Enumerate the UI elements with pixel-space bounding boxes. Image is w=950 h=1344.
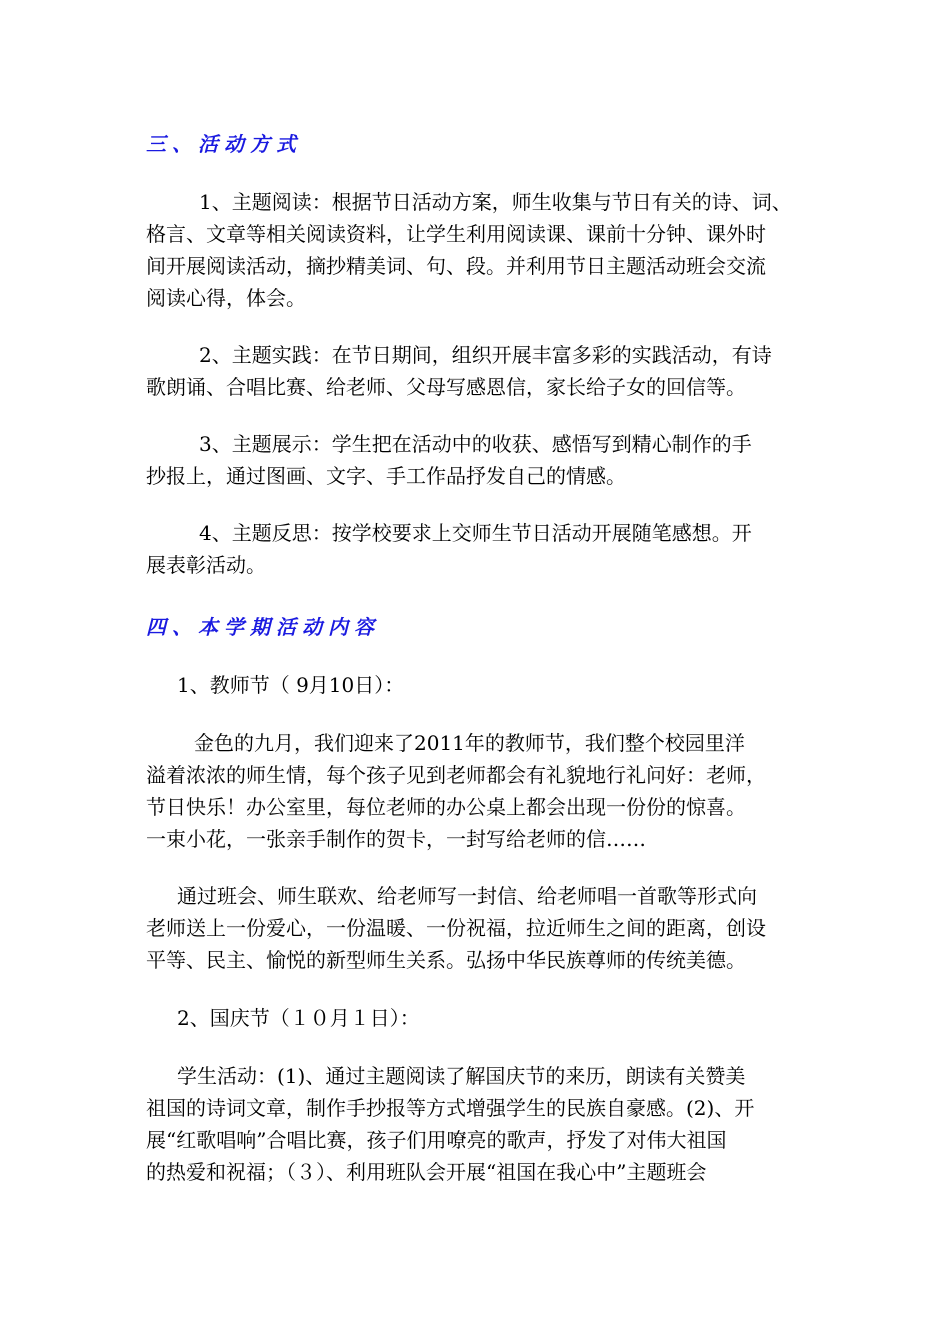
text-line: 3、主题展示：学生把在活动中的收获、感悟写到精心制作的手 xyxy=(199,432,752,456)
text-line: 老师送上一份爱心，一份温暖、一份祝福，拉近师生之间的距离，创设 xyxy=(146,916,766,940)
text-line: 溢着浓浓的师生情，每个孩子见到老师都会有礼貌地行礼问好：老师， xyxy=(146,763,766,787)
text-line: 平等、民主、愉悦的新型师生关系。弘扬中华民族尊师的传统美德。 xyxy=(146,948,746,972)
text-line: 抄报上，通过图画、文字、手工作品抒发自己的情感。 xyxy=(146,464,626,488)
text-line: 学生活动：(1)、通过主题阅读了解国庆节的来历，朗读有关赞美 xyxy=(177,1064,746,1088)
text-line: 展“红歌唱响”合唱比赛，孩子们用嘹亮的歌声，抒发了对伟大祖国 xyxy=(146,1128,727,1152)
item-title-teachers-day: 1、教师节（ 9月10日）： xyxy=(177,673,405,697)
item-title-national-day: 2、国庆节（１０月１日）： xyxy=(177,1006,420,1030)
text-line: 金色的九月，我们迎来了2011年的教师节，我们整个校园里洋 xyxy=(194,731,745,755)
text-line: 2、主题实践：在节日期间，组织开展丰富多彩的实践活动，有诗 xyxy=(199,343,772,367)
text-line: 4、主题反思：按学校要求上交师生节日活动开展随笔感想。开 xyxy=(199,521,752,545)
text-line: 祖国的诗词文章，制作手抄报等方式增强学生的民族自豪感。(2)、开 xyxy=(146,1096,755,1120)
text-line: 阅读心得，体会。 xyxy=(146,286,306,310)
text-line: 展表彰活动。 xyxy=(146,553,266,577)
text-line: 一束小花，一张亲手制作的贺卡，一封写给老师的信…… xyxy=(146,827,646,851)
text-line: 节日快乐！办公室里，每位老师的办公桌上都会出现一份份的惊喜。 xyxy=(146,795,746,819)
section-heading-activity-methods: 三、活动方式 xyxy=(146,132,302,156)
text-line: 格言、文章等相关阅读资料，让学生利用阅读课、课前十分钟、课外时 xyxy=(146,222,766,246)
text-line: 的热爱和祝福；（３）、利用班队会开展“祖国在我心中”主题班会 xyxy=(146,1160,707,1184)
text-line: 歌朗诵、合唱比赛、给老师、父母写感恩信，家长给子女的回信等。 xyxy=(146,375,746,399)
text-line: 间开展阅读活动，摘抄精美词、句、段。并利用节日主题活动班会交流 xyxy=(146,254,766,278)
text-line: 通过班会、师生联欢、给老师写一封信、给老师唱一首歌等形式向 xyxy=(177,884,757,908)
section-heading-semester-activities: 四、本学期活动内容 xyxy=(146,615,380,639)
text-line: 1、主题阅读：根据节日活动方案，师生收集与节日有关的诗、词、 xyxy=(199,190,792,214)
